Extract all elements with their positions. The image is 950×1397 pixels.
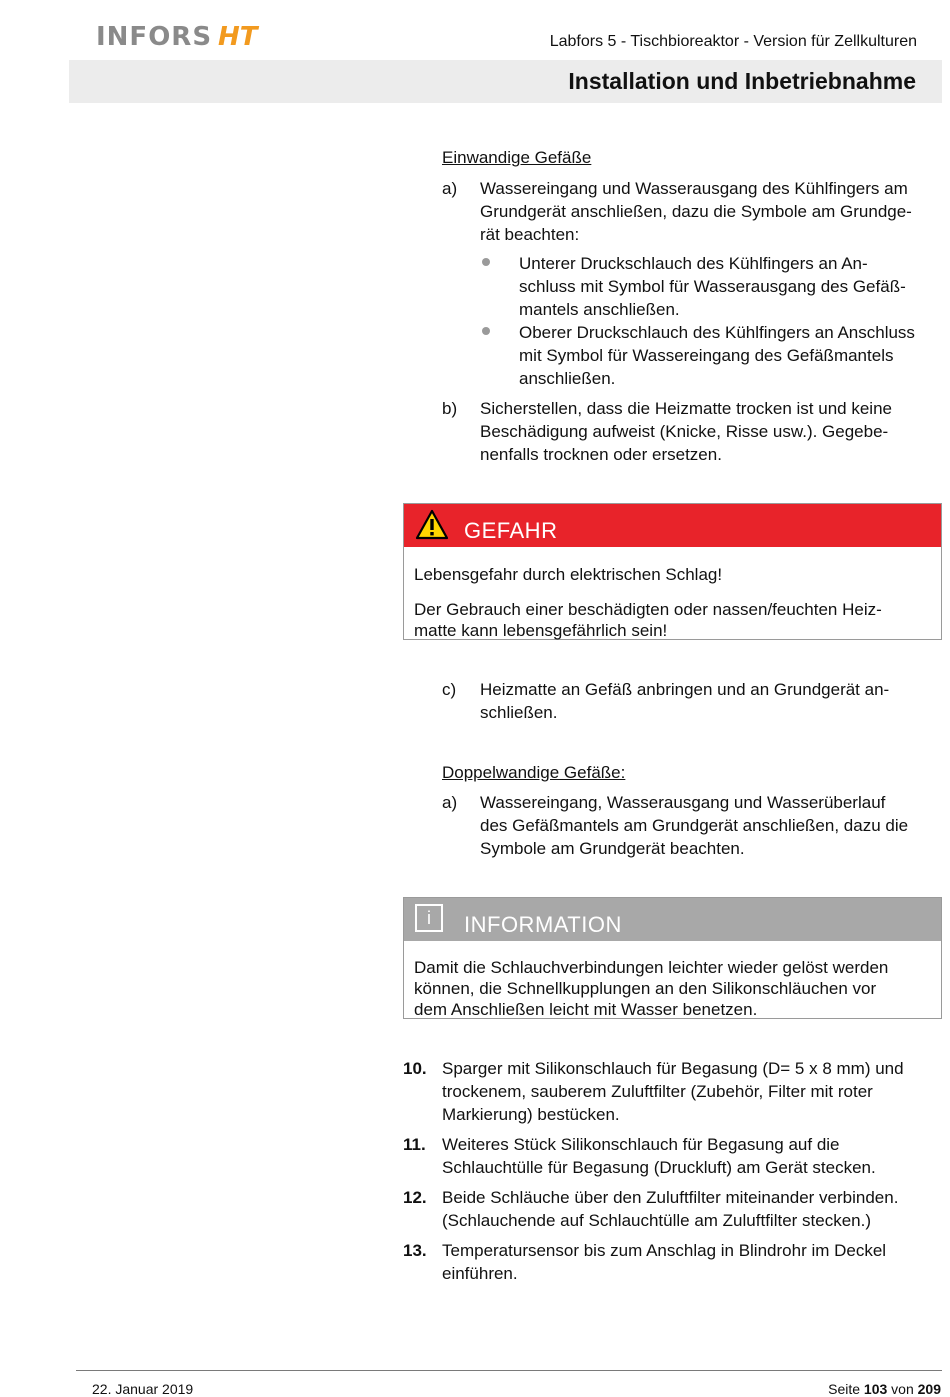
step-12-text (442, 1186, 898, 1232)
bullet-1-line-1: Unterer Druckschlauch des Kühlfingers an An- (519, 254, 868, 273)
bullet-icon (482, 258, 490, 266)
single-wall-heading: Einwandige Gefäße (442, 148, 592, 167)
info-icon: i (415, 904, 443, 932)
danger-line-2 (414, 599, 931, 641)
step-c-label: c) (442, 680, 457, 699)
step-number: 13. (403, 1241, 427, 1260)
warning-triangle-icon (415, 509, 449, 540)
step-a-text (480, 177, 912, 246)
logo-suffix-text: HT (218, 22, 258, 52)
total-pages: 209 (917, 1381, 941, 1397)
step-12-line-1: Beide Schläuche über den Zuluftfilter miteinander verbinden. (442, 1188, 899, 1207)
double-step-a-label: a) (442, 793, 458, 812)
page-number (828, 1381, 941, 1397)
information-line-3: dem Anschließen leicht mit Wasser benetzen. (414, 1000, 758, 1019)
logo-main-text: INFORS (96, 22, 213, 52)
information-line-1: Damit die Schlauchverbindungen leichter wieder gelöst werden (414, 958, 889, 977)
step-a-line-2: Grundgerät anschließen, dazu die Symbole am Grundge- (480, 202, 912, 221)
step-c-line-1: Heizmatte an Gefäß anbringen und an Grundgerät an- (480, 680, 890, 699)
step-11-line-2: Schlauchtülle für Begasung (Druckluft) am Gerät stecken. (442, 1158, 876, 1177)
step-10-line-3: Markierung) bestücken. (442, 1105, 620, 1124)
step-number: 10. (403, 1059, 427, 1078)
information-header (404, 898, 941, 941)
bullet-icon (482, 327, 490, 335)
bullet-2-text (519, 321, 915, 390)
danger-line-2a: Der Gebrauch einer beschädigten oder nassen/feuchten Heiz- (414, 600, 882, 619)
step-10-line-1: Sparger mit Silikonschlauch für Begasung (D= 5 x 8 mm) und (442, 1059, 904, 1078)
step-13-line-2: einführen. (442, 1264, 518, 1283)
step-13-line-1: Temperatursensor bis zum Anschlag in Blindrohr im Deckel (442, 1241, 887, 1260)
step-11-text (442, 1133, 876, 1179)
company-logo (96, 22, 258, 52)
information-text (414, 957, 931, 1020)
step-b-line-2: Beschädigung aufweist (Knicke, Risse usw.). Gegebe- (480, 422, 889, 441)
section-title: Installation und Inbetriebnahme (568, 68, 916, 94)
information-title: INFORMATION (464, 912, 622, 937)
bullet-2-line-2: mit Symbol für Wassereingang des Gefäßmantels (519, 346, 894, 365)
page-separator: von (891, 1381, 914, 1397)
step-number: 12. (403, 1188, 427, 1207)
page-prefix: Seite (828, 1381, 861, 1397)
document-title: Labfors 5 - Tischbioreaktor - Version für Zellkulturen (549, 33, 917, 50)
bullet-1-line-2: schluss mit Symbol für Wasserausgang des Gefäß- (519, 277, 906, 296)
danger-title: GEFAHR (464, 518, 558, 543)
step-10-text (442, 1057, 904, 1126)
bullet-1-line-3: mantels anschließen. (519, 300, 680, 319)
double-step-a-line-2: des Gefäßmantels am Grundgerät anschließen, dazu die (480, 816, 909, 835)
footer-date: 22. Januar 2019 (92, 1381, 194, 1397)
double-wall-heading: Doppelwandige Gefäße: (442, 763, 626, 782)
footer-divider (76, 1370, 942, 1371)
bullet-2-line-3: anschließen. (519, 369, 616, 388)
step-b-line-1: Sicherstellen, dass die Heizmatte trocken ist und keine (480, 399, 892, 418)
information-line-2: können, die Schnellkupplungen an den Silikonschläuchen vor (414, 979, 877, 998)
danger-header (404, 504, 941, 547)
step-b-text (480, 397, 892, 466)
step-c-text (480, 678, 889, 724)
danger-notice-box (403, 503, 942, 640)
step-10-line-2: trockenem, sauberem Zuluftfilter (Zubehör, Filter mit roter (442, 1082, 873, 1101)
double-step-a-line-3: Symbole am Grundgerät beachten. (480, 839, 745, 858)
step-11-line-1: Weiteres Stück Silikonschlauch für Begasung auf die (442, 1135, 840, 1154)
double-step-a-text (480, 791, 908, 860)
danger-line-1: Lebensgefahr durch elektrischen Schlag! (414, 565, 723, 584)
bullet-1-text (519, 252, 906, 321)
danger-line-2b: matte kann lebensgefährlich sein! (414, 621, 668, 640)
bullet-2-line-1: Oberer Druckschlauch des Kühlfingers an Anschluss (519, 323, 915, 342)
step-b-label: b) (442, 399, 458, 418)
step-b-line-3: nenfalls trocknen oder ersetzen. (480, 445, 722, 464)
step-13-text (442, 1239, 886, 1285)
step-number: 11. (403, 1135, 426, 1154)
step-12-line-2: (Schlauchende auf Schlauchtülle am Zuluftfilter stecken.) (442, 1211, 872, 1230)
information-notice-box (403, 897, 942, 1019)
step-c-line-2: schließen. (480, 703, 558, 722)
step-a-line-1: Wassereingang und Wasserausgang des Kühlfingers am (480, 179, 908, 198)
double-step-a-line-1: Wassereingang, Wasserausgang und Wasserüberlauf (480, 793, 886, 812)
step-a-label: a) (442, 179, 458, 198)
step-a-line-3: rät beachten: (480, 225, 580, 244)
current-page: 103 (863, 1381, 888, 1397)
